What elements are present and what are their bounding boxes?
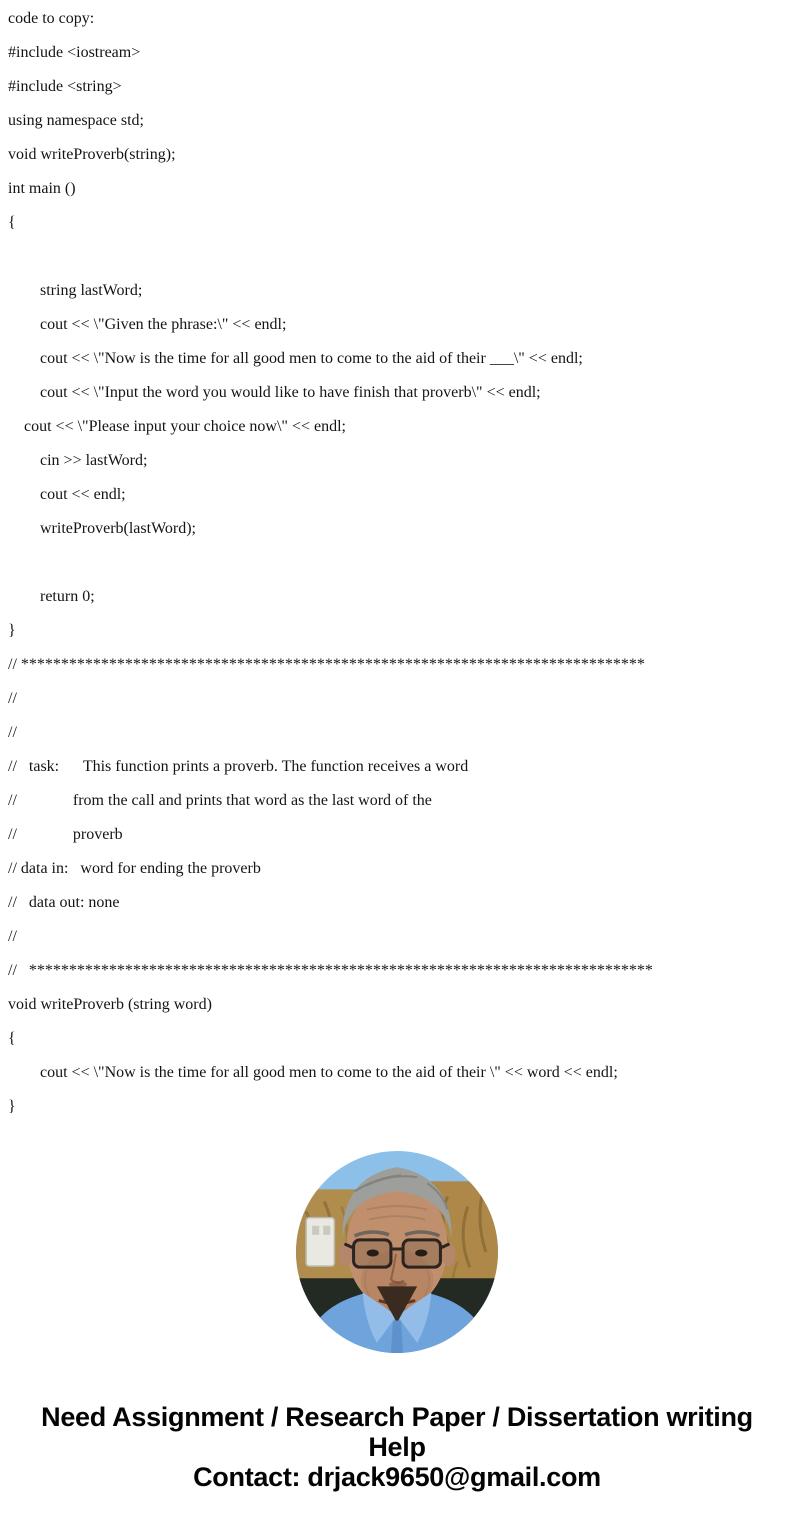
code-line (8, 240, 788, 274)
code-line: writeProverb(lastWord); (8, 520, 196, 537)
code-line: // (8, 928, 17, 945)
code-line: { (8, 1030, 16, 1047)
footer-help-text: Need Assignment / Research Paper / Dissertation writing Help (41, 1402, 753, 1462)
tutor-photo (296, 1151, 498, 1353)
code-line: // ****************************************************************************** (8, 962, 653, 979)
code-line: // from the call and prints that word as the last word of the (8, 792, 432, 809)
code-line: // data out: none (8, 894, 120, 911)
code-line: cout << endl; (8, 486, 126, 503)
avatar-switch-plate (306, 1218, 334, 1266)
code-line: #include <iostream> (8, 44, 141, 61)
code-line: { (8, 214, 16, 231)
code-line: // data in: word for ending the proverb (8, 860, 261, 877)
code-line: string lastWord; (8, 282, 143, 299)
code-line: // ****************************************************************************** (8, 656, 645, 673)
code-line: cin >> lastWord; (8, 452, 148, 469)
code-line: // (8, 724, 17, 741)
code-line: cout << \"Given the phrase:\" << endl; (8, 316, 287, 333)
code-line: // (8, 690, 17, 707)
code-line: // proverb (8, 826, 123, 843)
code-line: } (8, 622, 16, 639)
footer-contact-email: Contact: drjack9650@gmail.com (193, 1462, 601, 1492)
code-line: cout << \"Input the word you would like to have finish that proverb\" << endl; (8, 384, 541, 401)
code-line: // task: This function prints a proverb. The function receives a word (8, 758, 469, 775)
code-line: return 0; (8, 588, 95, 605)
code-line: code to copy: (8, 10, 95, 27)
code-line: cout << \"Now is the time for all good men to come to the aid of their ___\" << endl; (8, 350, 583, 367)
code-line: cout << \"Now is the time for all good men to come to the aid of their \" << word << endl; (8, 1064, 618, 1081)
code-line: using namespace std; (8, 112, 144, 129)
tutor-photo-svg (296, 1151, 498, 1353)
code-block (8, 2, 788, 1124)
code-line: void writeProverb(string); (8, 146, 176, 163)
code-line: cout << \"Please input your choice now\" << endl; (8, 418, 346, 435)
code-line: void writeProverb (string word) (8, 996, 212, 1013)
code-line: int main () (8, 180, 76, 197)
footer-ad (0, 1402, 794, 1492)
code-line: #include <string> (8, 78, 122, 95)
code-line: } (8, 1098, 16, 1115)
code-line (8, 546, 788, 580)
